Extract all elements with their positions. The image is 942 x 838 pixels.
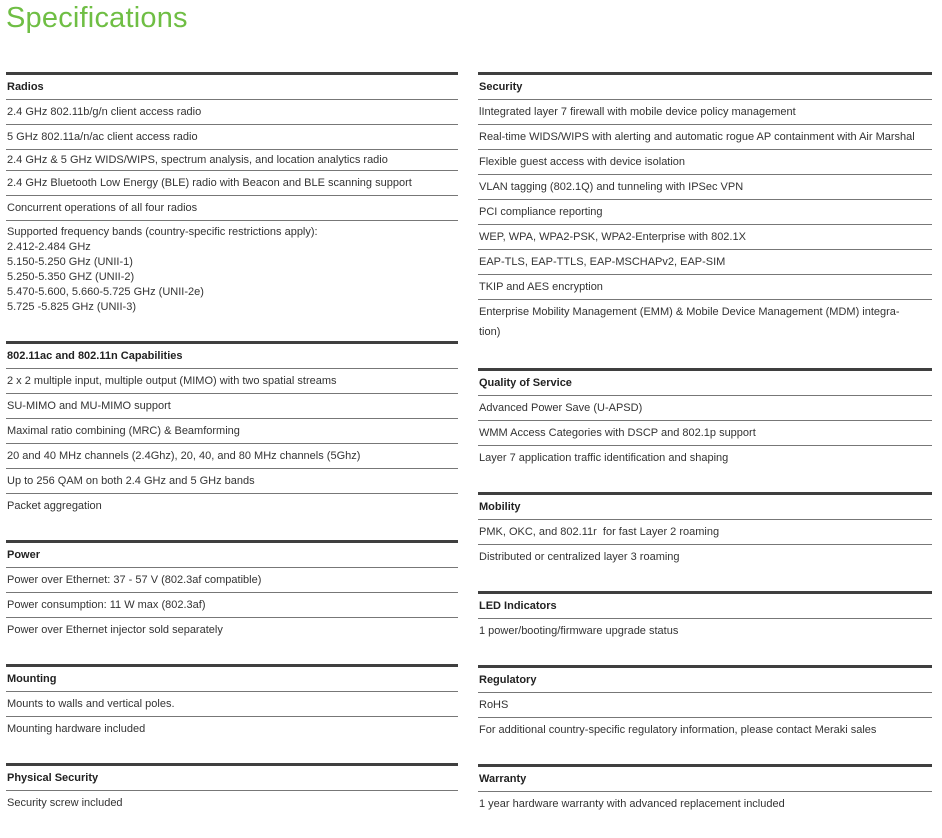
section-heading: 802.11ac and 802.11n Capabilities [6, 344, 458, 369]
spec-item: Distributed or centralized layer 3 roaming [479, 551, 680, 563]
section-led-indicators [478, 591, 932, 643]
section-security [478, 72, 932, 346]
spec-item: Real-time WIDS/WIPS with alerting and automatic rogue AP containment with Air Marshal [478, 125, 932, 150]
section-mobility [478, 492, 932, 569]
section-heading: Quality of Service [478, 371, 932, 396]
spec-item: 2.4 GHz 802.11b/g/n client access radio [6, 100, 458, 125]
section-heading: Physical Security [6, 766, 458, 791]
spec-item: Packet aggregation [7, 500, 102, 512]
spec-item: TKIP and AES encryption [478, 275, 932, 300]
spec-item: Power over Ethernet: 37 - 57 V (802.3af compatible) [6, 568, 458, 593]
spec-item: 2.4 GHz & 5 GHz WIDS/WIPS, spectrum analysis, and location analytics radio [6, 150, 458, 171]
spec-item: RoHS [478, 693, 932, 718]
spec-item: Security screw included [7, 797, 123, 809]
spec-item: PMK, OKC, and 802.11r for fast Layer 2 roaming [478, 520, 932, 545]
spec-item-emm-mdm: Enterprise Mobility Management (EMM) & Mobile Device Management (MDM) integra- tion) [479, 306, 900, 338]
section-heading: Mounting [6, 667, 458, 692]
section-physical-security [6, 763, 458, 815]
spec-item: 2 x 2 multiple input, multiple output (MIMO) with two spatial streams [6, 369, 458, 394]
frequency-band: 5.150-5.250 GHz (UNII-1) [7, 256, 133, 268]
spec-item: SU-MIMO and MU-MIMO support [6, 394, 458, 419]
spec-item: For additional country-specific regulatory information, please contact Meraki sales [479, 724, 877, 736]
section-quality-of-service [478, 368, 932, 470]
spec-item: Mounts to walls and vertical poles. [6, 692, 458, 717]
section-mounting [6, 664, 458, 741]
spec-item: EAP-TLS, EAP-TTLS, EAP-MSCHAPv2, EAP-SIM [478, 250, 932, 275]
spec-item: WEP, WPA, WPA2-PSK, WPA2-Enterprise with 802.1X [478, 225, 932, 250]
spec-item: 20 and 40 MHz channels (2.4Ghz), 20, 40, and 80 MHz channels (5Ghz) [6, 444, 458, 469]
spec-item: Power consumption: 11 W max (802.3af) [6, 593, 458, 618]
frequency-band: 5.250-5.350 GHZ (UNII-2) [7, 271, 135, 283]
frequency-bands-label: Supported frequency bands (country-specific restrictions apply): [7, 226, 318, 238]
spec-item: 1 year hardware warranty with advanced replacement included [479, 798, 785, 810]
frequency-band: 5.725 -5.825 GHz (UNII-3) [7, 301, 136, 313]
spec-item: WMM Access Categories with DSCP and 802.1p support [478, 421, 932, 446]
section-radios [6, 72, 458, 319]
spec-item: 5 GHz 802.11a/n/ac client access radio [6, 125, 458, 150]
spec-item-frequency-bands [6, 221, 458, 319]
section-heading: LED Indicators [478, 594, 932, 619]
section-heading: Mobility [478, 495, 932, 520]
spec-item: Concurrent operations of all four radios [6, 196, 458, 221]
spec-item: lIntegrated layer 7 firewall with mobile device policy management [478, 100, 932, 125]
spec-item: PCI compliance reporting [478, 200, 932, 225]
frequency-band: 2.412-2.484 GHz [7, 241, 91, 253]
spec-item: Layer 7 application traffic identification and shaping [479, 452, 729, 464]
spec-item: Power over Ethernet injector sold separately [7, 624, 223, 636]
spec-item: Mounting hardware included [7, 723, 146, 735]
page-title: Specifications [6, 2, 188, 34]
section-heading: Regulatory [478, 668, 932, 693]
section-heading: Power [6, 543, 458, 568]
spec-item: VLAN tagging (802.1Q) and tunneling with IPSec VPN [478, 175, 932, 200]
spec-item: Maximal ratio combining (MRC) & Beamforming [6, 419, 458, 444]
specs-left-column [6, 72, 458, 837]
section-heading: Security [478, 75, 932, 100]
specs-right-column [478, 72, 932, 838]
section-heading: Radios [6, 75, 458, 100]
section-warranty [478, 764, 932, 816]
spec-item: Flexible guest access with device isolation [478, 150, 932, 175]
section-80211-capabilities [6, 341, 458, 518]
spec-item: Up to 256 QAM on both 2.4 GHz and 5 GHz bands [6, 469, 458, 494]
section-heading: Warranty [478, 767, 932, 792]
spec-item: 1 power/booting/firmware upgrade status [479, 625, 679, 637]
spec-item: 2.4 GHz Bluetooth Low Energy (BLE) radio with Beacon and BLE scanning support [6, 171, 458, 196]
frequency-band: 5.470-5.600, 5.660-5.725 GHz (UNII-2e) [7, 286, 204, 298]
section-power [6, 540, 458, 642]
section-regulatory [478, 665, 932, 742]
spec-item: Advanced Power Save (U-APSD) [478, 396, 932, 421]
